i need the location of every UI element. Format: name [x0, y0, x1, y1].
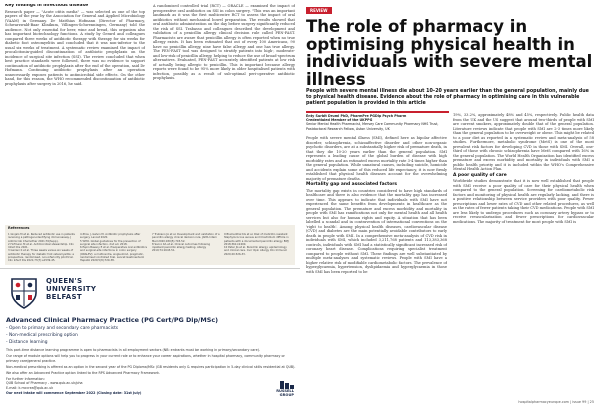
ad-email[interactable]: E-mail: k.mccrea@qub.ac.uk: [6, 385, 54, 390]
references-box: [5, 225, 295, 265]
references-col-4: 9 Blumenthal KG et al. Risk of meticillin resistant Staphylococcus aureus and Clostridium difficile in patients with a documented penicillin allergy. BMJ 2018;361:k2400. 10 Peter JG et al. Penicillin allergy: epidemiology and clinical care. Curr Opin Allergy Clin Immunol 2020;20:326-33.: [224, 233, 289, 256]
ad-bullet: - Open to primary and secondary care pharmacists: [6, 326, 119, 331]
ad-bullet: - Non-medical prescribing option: [6, 333, 78, 338]
russell-group-text: RUSSELL GROUP: [276, 389, 294, 398]
qub-advert: [0, 268, 300, 408]
ad-bullet: - Distance learning: [6, 340, 48, 345]
author-role: Credentialed Member of the UKPPG: [306, 118, 373, 123]
ad-bullets: [6, 325, 118, 346]
left-article-heading: Key findings in infectious disease: [5, 4, 89, 8]
left-article-text-2: A randomised controlled trial (RCT) — ORACLE — examined the impact of preoperative oral antibiotics on SSI in colon surgery. "This was an important landmark as it was the first multicentre RCT to assess the impact of oral antibiotics without mechanical bowel preparation. The results showed that oral antibiotic administration on the day before surgery significantly reduced the risk of SSI. Trabasso and colleagues described the development and validation of a penicillin allergy clinical decision rule called PEN-FAST. Pharmacists are aware that penicillin allergy is often reported when no true allergy exists. It has been estimated that out of every 100 Americans, 90 have no penicillin allergy, nine have false allergy and one has true allergy. The PEN-FAST tool was designed to stratify patients into high-, moderate- and low-risk of penicillin allergy, helping to reduce the use of broad-spectrum alternatives. Evaluated, PEN-FAST accurately identified patients at low risk of actually being allergic to penicillin. This is important because allergy reports were found to be 95% more likely in older hospitalised patients with infection, possibly as a result of sub-optimal peri-operative antibiotic prophylaxis.: [153, 4, 295, 80]
ad-website[interactable]: QUB School of Pharmacy - www.qub.ac.uk/pha: [6, 381, 83, 386]
ad-paragraph: We also offer an Advanced Practice option linked to the RPS Advanced Pharmacy Framework.: [6, 370, 160, 375]
subheading-mortality-gap: Mortality gap and associated factors: [306, 182, 398, 187]
article-col-2: [453, 113, 594, 398]
page-footer: hospitalpharmacyeurope.com | issue 99 | 25: [518, 400, 594, 404]
author-name: Enty Surbit Drumi PhD, PharmPre PGDip Psych Pharm: [306, 114, 407, 118]
subheading-poor-care: A poor quality of care: [453, 172, 507, 178]
article-text-mortality: The mortality gap exists in countries considered to have high standards of healthcare and there is also evidence that the mortality gap has increased over time. This appears to indicate that individuals with SMI have not experienced the same benefits from developments in healthcare as the general population. The premature and excess morbidity and mortality in people with SMI has ramifications not only for mental health and all health services but also for human rights and equity. A situation that has been labelled a scandal and in contravention of international conventions on the 'right to health'. Among physical health diseases, cardiovascular disease (CVD) and diabetes are the main potentially avoidable contributors to early death in people with SMI. In a comprehensive meta-analysis of CVD risk in individuals with SMI, which included 3,211,768 patients and 113,383,368 controls, individuals with SMI had a statistically significant increased risk of coronary heart disease. Complications requiring specialist treatment compared to people without SMI. These findings are well substantiated by multiple meta-analyses and systematic reviews. People with SMI have a higher relative risk of modifiable cardiometabolic factors. The prevalence of hyperglycaemia, hypertension, dyslipidaemia and hyperglycaemia in those with SMI has been reported to be: [306, 188, 447, 274]
university-name: QUEEN'S UNIVERSITY BELFAST: [46, 277, 97, 301]
article-col-1: [306, 136, 447, 398]
references-col-2: 4 Zhou J, Galvin M. Antibiotic prophylaxis after surgery. Lancet 2020. 5 WHO. Global guidelines for the prevention of surgical site infection. 2nd ed. 2018. 6 Espin Basany E et al. Preoperative oral antibiotics and surgical-site infections in colon surgery (ORALEV): a multicentre, single-blind, pragmatic, randomised controlled trial. Lancet Gastroenterol Hepatol 2020;5(8):729-38.: [80, 233, 148, 263]
left-article-col-2: [153, 4, 295, 222]
author-detail: Senior Mental Health Pharmacist, Mersey Care Community Pharmacy NHS Trust, Postdoctoral Research Fellow, Aston University, UK: [306, 122, 439, 131]
article-standfirst: People with severe mental illness die about 10–20 years earlier than the general population, mainly due to physical health disease. Evidence about the role of pharmacy in optimising care in this vulnerable patient population is provided in this article: [306, 89, 589, 106]
left-article-col-1: [5, 4, 145, 222]
article-headline: The role of pharmacy in optimising physical health in individuals with severe mental illness: [306, 17, 593, 89]
right-page: [300, 0, 600, 407]
author-box: [306, 111, 449, 136]
left-article-text-1: Research paper — "Acute otitis media" — was selected as one of the top papers of the year by the Association for General and Applied Microbiology (VAAM) in Germany. Dr Matthias Hofmann (Director of Pharmacy, Schwarzwald-Baar Klinikum, Villingen-Schwenningen, Germany) told the audience. Not only essential for beer, wine and bread, this organism also has important biotechnology functions. A study by Gerard and colleagues compared three weeks of antibiotic therapy with therapy for six weeks for diabetic foot osteomyelitis and concluded that it was non-inferior to the usual six weeks of treatment. A systematic review examined the impact of procalcitonin-guided discontinuation of antibiotic prophylaxis on the incidence of surgical site infection (SSI). The review concluded that when best practice standards were followed, there was no evidence to support continuation of antibiotic prophylaxis after the end of the operation, said Dr Hofmann. Continuing antibiotic prophylaxis after an operation unnecessarily exposes patients to antimicrobial side effects. On the other hand, for this reason, the WHO recommended discontinuation of antibiotic prophylaxis after surgery in 2016, he said.: [5, 9, 145, 86]
ad-intake-note: Our next intake will commence September 2022 (Closing date: 31st July): [6, 391, 142, 396]
ad-paragraph: For further information:: [6, 376, 45, 381]
article-text-care: Worldwide studies demonstrate that it is now well established that people with SMI receive a poor quality of care for their physical health when compared to the general population. Screening for cardiometabolic risk factors and monitoring of physical health are regularly lacking, and there is a positive relationship between service providers with poor quality. Fewer prescriptions and lower rates of CVD and other related procedures, as well as the rates of fewer patients taking their CVD medications. People with SMI are less likely to undergo procedures such as coronary artery bypass or to receive revascularisation and fewer prescriptions for cardiovascular medications. The majority of treatment for most people with SMI is: [453, 179, 594, 224]
references-col-1: 1 Ginjalo M et al. Reduced antibiotic use in patients receiving a pathogen-identifying immunoassay. J Antimicrob Chemother 2021;76(Supp). 2 Hofmann M et al. Antimicrobial stewardship. Clin Infect Dis 2021. 3 Gariani K et al. Three weeks versus six weeks of antibiotic therapy for diabetic foot osteomyelitis: a prospective, randomised, non-inferiority pilot trial. Clin Infect Dis 2021;73(7):e1539-45.: [8, 233, 75, 263]
references-col-3: 7 Trubiano JA et al. Development and validation of a penicillin allergy clinical decision rule. JAMA Intern Med 2020;180(5):745-52. 8 Sacco KA et al. Clinical outcomes following inpatient penicillin allergy testing. Allergy 2019;74:1643-51.: [152, 233, 220, 253]
russell-group-icon: [280, 381, 294, 389]
ad-paragraph: Our range of module options will help you to progress in your current role or to enhance your career aspirations, whether in hospital pharmacy, community pharmacy or primary care/general practice.: [6, 353, 285, 363]
ad-title: Advanced Clinical Pharmacy Practice (PG Cert/PG Dip/MSc): [6, 316, 219, 324]
article-text-risk: 19%, 33.2%, approximately 48% and 45%, respectively. Public health data from the UK and the US suggest that around two-thirds of people with SMI are current smokers, approximately double that of the general population. Literature reviews indicate that people with SMI are 2-3 times more likely than the general population to be overweight or obese. This might be related to a poor diet as reported in a systematic review and meta-analysis of 58 studies. Furthermore, metabolic syndrome (MetS) is one of the most prevalent risk factors for developing CVD in those with SMI. Overall, one-third of those with chronic schizophrenia have MetS compared with 16% in the general population. The World Health Organization has identified excess premature and excess morbidity and mortality in individuals with SMI a public health priority and it is included within the WHO's Comprehensive Mental Health Action Plan.: [453, 113, 594, 171]
ad-paragraph: This part-time distance learning programme is open to pharmacists in all employment sectors (NB: entrants must be working in primary/secondary care).: [6, 348, 260, 352]
references-heading: References: [8, 226, 30, 230]
section-tag: REVIEW: [306, 7, 332, 14]
ad-paragraph: Non-medical prescribing is offered as an option in the second year of the PG Diploma/MSc (GB residents only & requires participation in 5-day clinical skills residential at QUB).: [6, 364, 296, 369]
russell-group-logo: [248, 381, 294, 398]
university-crest-icon: [6, 275, 42, 311]
article-text-intro: People with severe mental illness (SMI), defined here as bipolar affective disorder, schizophrenia, schizoaffective disorder and other non-organic psychotic disorders, are at a substantially higher risk of premature death, in that they die 10-20 years earlier than the general population. SMI represents a leading cause of the global burden of disease with high morbidity rates and an estimated excess mortality rate 3-4 times higher than the general population. While unnatural causes, including suicide, homicide and accidents explain some of this reduced life expectancy, it is now firmly established that physical health diseases account for the overwhelming majority of premature deaths.: [306, 136, 447, 181]
